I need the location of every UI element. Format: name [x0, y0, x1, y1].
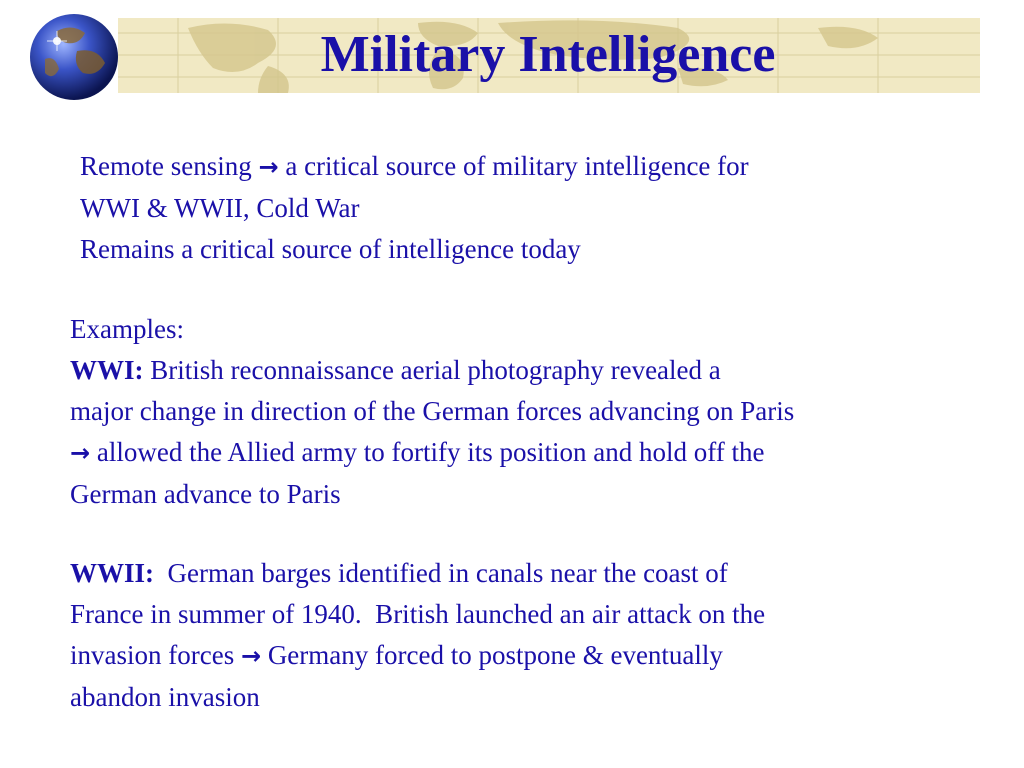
right-arrow-icon: → [240, 642, 262, 670]
title-banner [118, 18, 980, 93]
intro-line-1: Remote sensing → a critical source of military intelligence for [80, 146, 980, 188]
wwi-label: WWI: [70, 355, 144, 385]
examples-paragraph [70, 309, 1010, 515]
wwii-line-3: invasion forces → Germany forced to postpone & eventually [70, 635, 970, 677]
wwi-line-4: German advance to Paris [70, 479, 341, 509]
wwii-line-2: France in summer of 1940. British launched an air attack on the [70, 599, 766, 629]
right-arrow-icon: → [258, 153, 279, 181]
wwi-line-2: major change in direction of the German forces advancing on Paris [70, 396, 795, 426]
globe-icon [27, 11, 122, 102]
wwii-label: WWII: [70, 558, 155, 588]
wwii-line-1: WWII: German barges identified in canals near the coast of [70, 558, 728, 588]
wwii-paragraph [70, 553, 970, 718]
wwi-line-1: WWI: British reconnaissance aerial photography revealed a [70, 355, 721, 385]
examples-heading: Examples: [70, 314, 184, 344]
wwii-line-4: abandon invasion [70, 682, 260, 712]
right-arrow-icon: → [70, 439, 91, 467]
intro-line-3: Remains a critical source of intelligence today [80, 234, 581, 264]
wwi-line-3: → allowed the Allied army to fortify its position and hold off the [70, 432, 1010, 474]
intro-paragraph [80, 146, 980, 270]
page-title: Military Intelligence [320, 26, 776, 83]
intro-line-2: WWI & WWII, Cold War [80, 193, 360, 223]
